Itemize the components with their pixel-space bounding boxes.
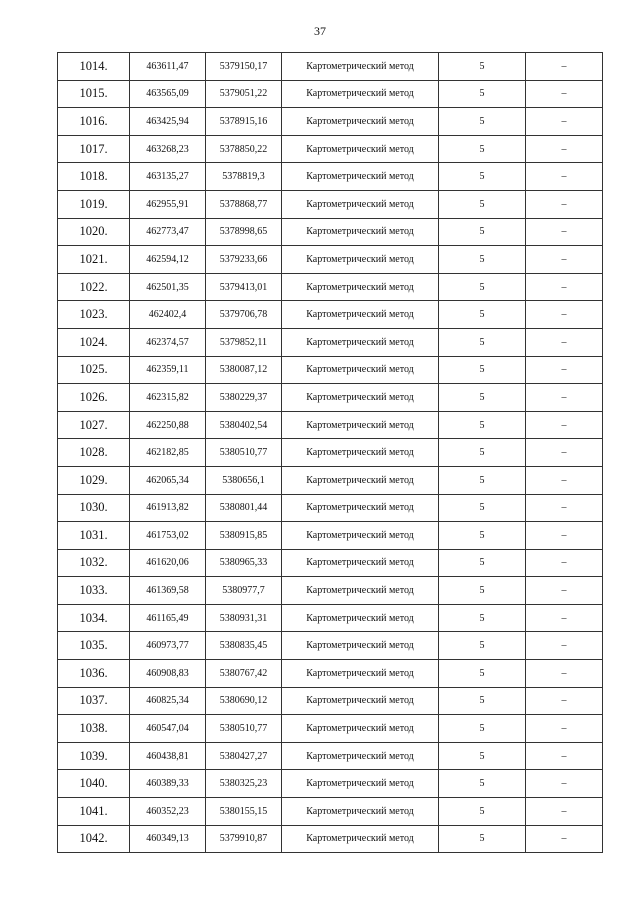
method-cell: Картометрический метод	[282, 549, 439, 577]
point-number-cell: 1035.	[58, 632, 130, 660]
point-number-cell: 1017.	[58, 135, 130, 163]
coordinate-x-cell: 462359,11	[130, 356, 206, 384]
note-cell: –	[526, 825, 603, 853]
method-cell: Картометрический метод	[282, 190, 439, 218]
table-row	[58, 190, 603, 218]
table-row	[58, 577, 603, 605]
method-cell: Картометрический метод	[282, 135, 439, 163]
method-cell: Картометрический метод	[282, 246, 439, 274]
note-cell: –	[526, 53, 603, 81]
point-number-cell: 1020.	[58, 218, 130, 246]
table-row	[58, 466, 603, 494]
table-row	[58, 825, 603, 853]
method-cell: Картометрический метод	[282, 770, 439, 798]
coordinate-y-cell: 5380656,1	[206, 466, 282, 494]
point-number-cell: 1031.	[58, 522, 130, 550]
note-cell: –	[526, 301, 603, 329]
table-row	[58, 135, 603, 163]
method-cell: Картометрический метод	[282, 108, 439, 136]
coordinate-y-cell: 5380510,77	[206, 715, 282, 743]
point-number-cell: 1024.	[58, 328, 130, 356]
table-row	[58, 246, 603, 274]
point-number-cell: 1042.	[58, 825, 130, 853]
method-cell: Картометрический метод	[282, 439, 439, 467]
coordinate-y-cell: 5378819,3	[206, 163, 282, 191]
accuracy-cell: 5	[439, 190, 526, 218]
method-cell: Картометрический метод	[282, 687, 439, 715]
coordinate-y-cell: 5380155,15	[206, 798, 282, 826]
note-cell: –	[526, 604, 603, 632]
method-cell: Картометрический метод	[282, 53, 439, 81]
coordinate-x-cell: 460547,04	[130, 715, 206, 743]
accuracy-cell: 5	[439, 135, 526, 163]
point-number-cell: 1033.	[58, 577, 130, 605]
accuracy-cell: 5	[439, 80, 526, 108]
coordinate-y-cell: 5380915,85	[206, 522, 282, 550]
coordinate-y-cell: 5380835,45	[206, 632, 282, 660]
coordinate-y-cell: 5380931,31	[206, 604, 282, 632]
accuracy-cell: 5	[439, 742, 526, 770]
coordinate-y-cell: 5378998,65	[206, 218, 282, 246]
coordinate-y-cell: 5380325,23	[206, 770, 282, 798]
coordinate-y-cell: 5378850,22	[206, 135, 282, 163]
coordinate-x-cell: 462955,91	[130, 190, 206, 218]
point-number-cell: 1022.	[58, 273, 130, 301]
accuracy-cell: 5	[439, 825, 526, 853]
accuracy-cell: 5	[439, 522, 526, 550]
table-row	[58, 770, 603, 798]
note-cell: –	[526, 135, 603, 163]
note-cell: –	[526, 273, 603, 301]
accuracy-cell: 5	[439, 632, 526, 660]
table-row	[58, 715, 603, 743]
note-cell: –	[526, 660, 603, 688]
note-cell: –	[526, 577, 603, 605]
note-cell: –	[526, 80, 603, 108]
table-row	[58, 604, 603, 632]
accuracy-cell: 5	[439, 715, 526, 743]
table-row	[58, 108, 603, 136]
coordinate-y-cell: 5380427,27	[206, 742, 282, 770]
table-row	[58, 742, 603, 770]
page-number: 37	[314, 24, 326, 38]
method-cell: Картометрический метод	[282, 218, 439, 246]
coordinate-x-cell: 460352,23	[130, 798, 206, 826]
note-cell: –	[526, 715, 603, 743]
note-cell: –	[526, 108, 603, 136]
table-row	[58, 411, 603, 439]
note-cell: –	[526, 246, 603, 274]
method-cell: Картометрический метод	[282, 577, 439, 605]
point-number-cell: 1027.	[58, 411, 130, 439]
coordinate-x-cell: 460908,83	[130, 660, 206, 688]
note-cell: –	[526, 163, 603, 191]
note-cell: –	[526, 687, 603, 715]
note-cell: –	[526, 494, 603, 522]
point-number-cell: 1019.	[58, 190, 130, 218]
table-row	[58, 798, 603, 826]
coordinate-y-cell: 5380977,7	[206, 577, 282, 605]
point-number-cell: 1040.	[58, 770, 130, 798]
method-cell: Картометрический метод	[282, 632, 439, 660]
method-cell: Картометрический метод	[282, 356, 439, 384]
accuracy-cell: 5	[439, 356, 526, 384]
note-cell: –	[526, 522, 603, 550]
coordinate-y-cell: 5380767,42	[206, 660, 282, 688]
coordinate-x-cell: 463565,09	[130, 80, 206, 108]
coordinate-y-cell: 5379233,66	[206, 246, 282, 274]
coordinate-x-cell: 461913,82	[130, 494, 206, 522]
point-number-cell: 1015.	[58, 80, 130, 108]
method-cell: Картометрический метод	[282, 466, 439, 494]
accuracy-cell: 5	[439, 108, 526, 136]
method-cell: Картометрический метод	[282, 825, 439, 853]
accuracy-cell: 5	[439, 439, 526, 467]
method-cell: Картометрический метод	[282, 742, 439, 770]
coordinate-y-cell: 5380801,44	[206, 494, 282, 522]
accuracy-cell: 5	[439, 273, 526, 301]
coordinate-x-cell: 463425,94	[130, 108, 206, 136]
coordinate-x-cell: 462315,82	[130, 384, 206, 412]
accuracy-cell: 5	[439, 466, 526, 494]
table-row	[58, 301, 603, 329]
point-number-cell: 1014.	[58, 53, 130, 81]
coordinate-x-cell: 461620,06	[130, 549, 206, 577]
coordinate-x-cell: 462773,47	[130, 218, 206, 246]
method-cell: Картометрический метод	[282, 715, 439, 743]
note-cell: –	[526, 190, 603, 218]
method-cell: Картометрический метод	[282, 798, 439, 826]
coordinate-x-cell: 460389,33	[130, 770, 206, 798]
table-row	[58, 439, 603, 467]
method-cell: Картометрический метод	[282, 328, 439, 356]
note-cell: –	[526, 356, 603, 384]
coordinate-x-cell: 463611,47	[130, 53, 206, 81]
point-number-cell: 1038.	[58, 715, 130, 743]
method-cell: Картометрический метод	[282, 411, 439, 439]
accuracy-cell: 5	[439, 301, 526, 329]
coordinate-x-cell: 461369,58	[130, 577, 206, 605]
note-cell: –	[526, 411, 603, 439]
coordinate-y-cell: 5379150,17	[206, 53, 282, 81]
table-row	[58, 632, 603, 660]
coordinate-x-cell: 461753,02	[130, 522, 206, 550]
coordinate-y-cell: 5379051,22	[206, 80, 282, 108]
accuracy-cell: 5	[439, 660, 526, 688]
point-number-cell: 1037.	[58, 687, 130, 715]
coordinate-y-cell: 5379413,01	[206, 273, 282, 301]
point-number-cell: 1032.	[58, 549, 130, 577]
coordinate-x-cell: 462182,85	[130, 439, 206, 467]
table-row	[58, 549, 603, 577]
point-number-cell: 1034.	[58, 604, 130, 632]
method-cell: Картометрический метод	[282, 494, 439, 522]
method-cell: Картометрический метод	[282, 163, 439, 191]
note-cell: –	[526, 439, 603, 467]
point-number-cell: 1029.	[58, 466, 130, 494]
coordinate-x-cell: 463135,27	[130, 163, 206, 191]
point-number-cell: 1041.	[58, 798, 130, 826]
accuracy-cell: 5	[439, 549, 526, 577]
coordinate-x-cell: 461165,49	[130, 604, 206, 632]
method-cell: Картометрический метод	[282, 273, 439, 301]
accuracy-cell: 5	[439, 798, 526, 826]
coordinate-x-cell: 462402,4	[130, 301, 206, 329]
accuracy-cell: 5	[439, 577, 526, 605]
coordinate-y-cell: 5380965,33	[206, 549, 282, 577]
coordinate-x-cell: 462594,12	[130, 246, 206, 274]
coordinate-x-cell: 462065,34	[130, 466, 206, 494]
table-row	[58, 494, 603, 522]
coordinate-x-cell: 460438,81	[130, 742, 206, 770]
coordinate-y-cell: 5379852,11	[206, 328, 282, 356]
coordinate-y-cell: 5378915,16	[206, 108, 282, 136]
method-cell: Картометрический метод	[282, 522, 439, 550]
table-row	[58, 328, 603, 356]
point-number-cell: 1028.	[58, 439, 130, 467]
point-number-cell: 1026.	[58, 384, 130, 412]
method-cell: Картометрический метод	[282, 660, 439, 688]
point-number-cell: 1030.	[58, 494, 130, 522]
coordinate-y-cell: 5379910,87	[206, 825, 282, 853]
table-row	[58, 384, 603, 412]
coordinate-x-cell: 460973,77	[130, 632, 206, 660]
point-number-cell: 1018.	[58, 163, 130, 191]
accuracy-cell: 5	[439, 218, 526, 246]
note-cell: –	[526, 328, 603, 356]
method-cell: Картометрический метод	[282, 80, 439, 108]
coordinate-y-cell: 5378868,77	[206, 190, 282, 218]
accuracy-cell: 5	[439, 328, 526, 356]
note-cell: –	[526, 632, 603, 660]
accuracy-cell: 5	[439, 163, 526, 191]
coordinate-y-cell: 5380690,12	[206, 687, 282, 715]
table-row	[58, 660, 603, 688]
note-cell: –	[526, 770, 603, 798]
accuracy-cell: 5	[439, 411, 526, 439]
note-cell: –	[526, 218, 603, 246]
accuracy-cell: 5	[439, 246, 526, 274]
coordinate-x-cell: 460349,13	[130, 825, 206, 853]
coordinate-y-cell: 5379706,78	[206, 301, 282, 329]
coordinate-y-cell: 5380087,12	[206, 356, 282, 384]
coordinate-y-cell: 5380402,54	[206, 411, 282, 439]
coordinate-x-cell: 463268,23	[130, 135, 206, 163]
method-cell: Картометрический метод	[282, 384, 439, 412]
point-number-cell: 1036.	[58, 660, 130, 688]
accuracy-cell: 5	[439, 53, 526, 81]
table-row	[58, 218, 603, 246]
coordinate-x-cell: 462250,88	[130, 411, 206, 439]
table-row	[58, 356, 603, 384]
table-row	[58, 163, 603, 191]
coordinate-y-cell: 5380510,77	[206, 439, 282, 467]
accuracy-cell: 5	[439, 687, 526, 715]
coordinate-x-cell: 462501,35	[130, 273, 206, 301]
table-row	[58, 522, 603, 550]
coordinate-x-cell: 460825,34	[130, 687, 206, 715]
point-number-cell: 1021.	[58, 246, 130, 274]
table-row	[58, 687, 603, 715]
accuracy-cell: 5	[439, 770, 526, 798]
point-number-cell: 1023.	[58, 301, 130, 329]
coordinate-y-cell: 5380229,37	[206, 384, 282, 412]
accuracy-cell: 5	[439, 604, 526, 632]
note-cell: –	[526, 384, 603, 412]
coordinates-table-body	[58, 53, 603, 853]
method-cell: Картометрический метод	[282, 301, 439, 329]
point-number-cell: 1025.	[58, 356, 130, 384]
accuracy-cell: 5	[439, 384, 526, 412]
point-number-cell: 1039.	[58, 742, 130, 770]
table-row	[58, 273, 603, 301]
note-cell: –	[526, 742, 603, 770]
coordinate-x-cell: 462374,57	[130, 328, 206, 356]
table-row	[58, 53, 603, 81]
note-cell: –	[526, 466, 603, 494]
accuracy-cell: 5	[439, 494, 526, 522]
coordinates-table	[57, 52, 603, 853]
note-cell: –	[526, 798, 603, 826]
method-cell: Картометрический метод	[282, 604, 439, 632]
table-row	[58, 80, 603, 108]
note-cell: –	[526, 549, 603, 577]
point-number-cell: 1016.	[58, 108, 130, 136]
